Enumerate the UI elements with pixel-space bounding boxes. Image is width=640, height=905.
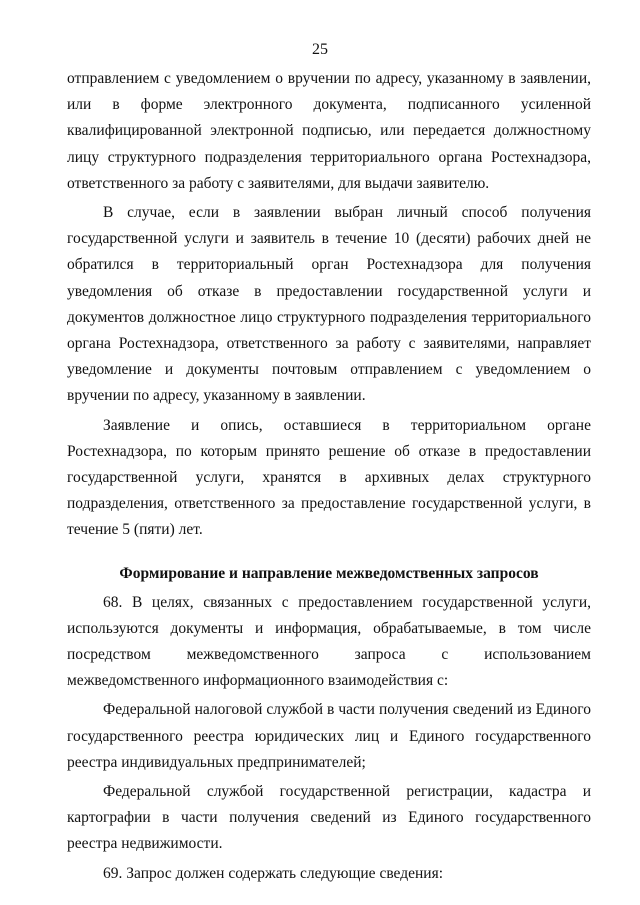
paragraph-68: 68. В целях, связанных с предоставлением государственной услуги, используются документы и информация, обрабатываемые, в том числе посредством межведомственного запроса с использованием межведомственного информационного взаимодействия с: xyxy=(67,593,591,690)
paragraph-tax-service: Федеральной налоговой службой в части получения сведений из Единого государственного реестра юридических лиц и Единого государственного реестра индивидуальных предпринимателей; xyxy=(67,701,591,771)
page-number: 25 xyxy=(312,41,328,58)
section-heading: Формирование и направление межведомственных запросов xyxy=(119,564,539,582)
paragraph-registration-service: Федеральной службой государственной регистрации, кадастра и картографии в части получения сведений из Единого государственного реестра недвижимости. xyxy=(67,783,591,853)
paragraph-69: 69. Запрос должен содержать следующие сведения: xyxy=(103,864,444,882)
document-body xyxy=(67,66,591,887)
paragraph-personal-method: В случае, если в заявлении выбран личный способ получения государственной услуги и заявитель в течение 10 (десяти) рабочих дней не обратился в территориальный орган Ростехнадзора для получения уведомления об отказе в предоставлении государственной услуги и документов должностное лицо структурного подразделения территориального органа Ростехнадзора, ответственного за работу с заявителями, направляет уведомление и документы почтовым отправлением с уведомлением о вручении по адресу, указанному в заявлении. xyxy=(67,204,591,405)
paragraph-archive-storage: Заявление и опись, оставшиеся в территориальном органе Ростехнадзора, по которым принято решение об отказе в предоставлении государственной услуги, хранятся в архивных делах структурного подразделения, ответственного за предоставление государственной услуги, в течение 5 (пяти) лет. xyxy=(67,416,591,539)
paragraph-continuation: отправлением с уведомлением о вручении по адресу, указанному в заявлении, или в форме электронного документа, подписанного усиленной квалифицированной электронной подписью, или передается должностному лицу структурного подразделения территориального органа Ростехнадзора, ответственного за работу с заявителями, для выдачи заявителю. xyxy=(67,70,591,192)
